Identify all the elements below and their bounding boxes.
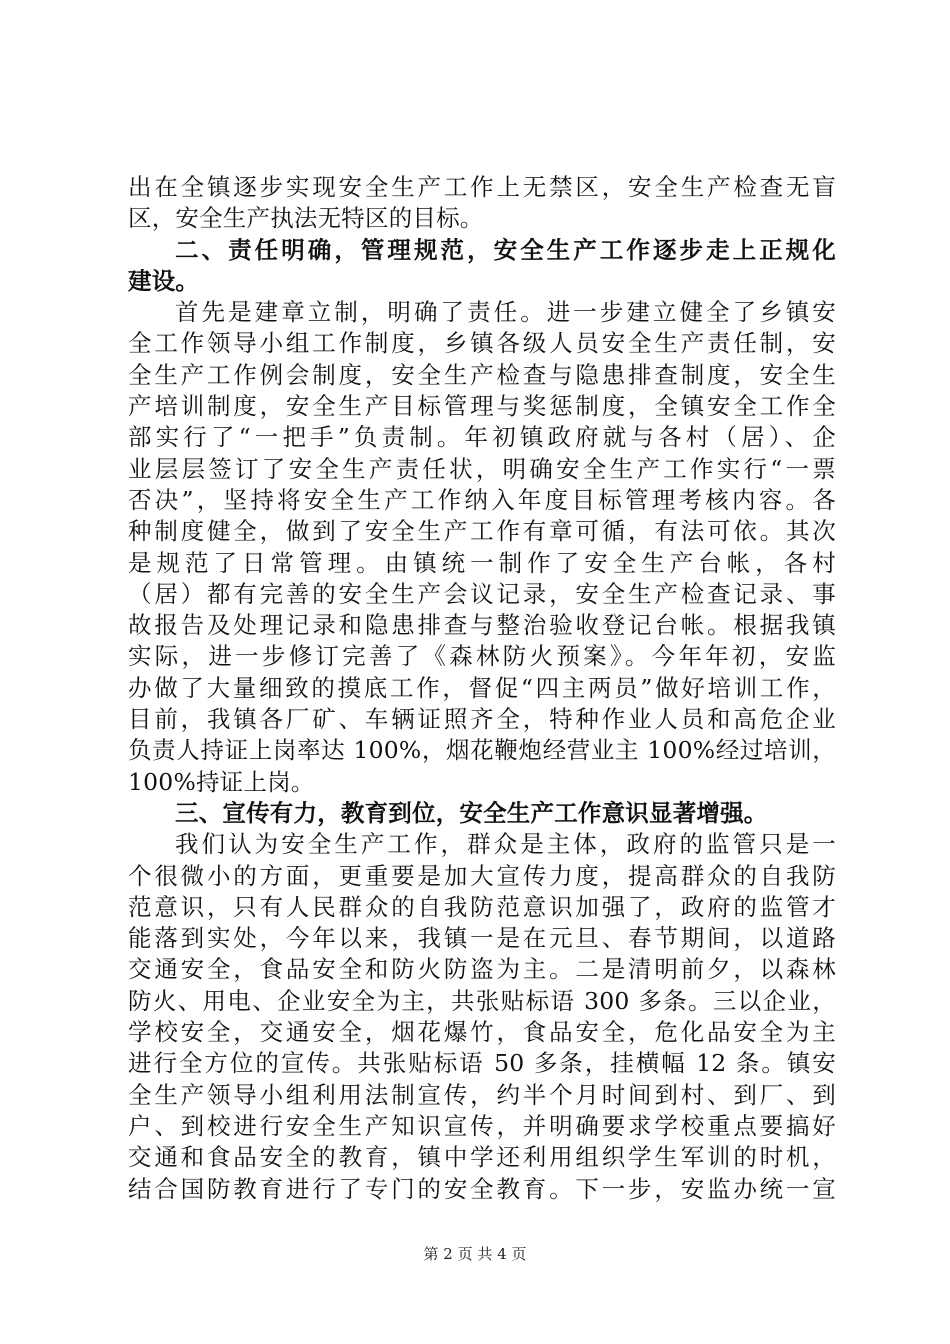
document-body [128, 172, 836, 1205]
paragraph-line: 办做了大量细致的摸底工作，督促“四主两员”做好培训工作， [128, 673, 836, 702]
paragraph-line: 首先是建章立制，明确了责任。进一步建立健全了乡镇安 [175, 298, 836, 327]
section-heading-line: 三、宣传有力，教育到位，安全生产工作意识显著增强。 [175, 798, 768, 827]
paragraph-line: 产培训制度，安全生产目标管理与奖惩制度，全镇安全工作全 [128, 392, 836, 421]
paragraph-line: 学校安全，交通安全，烟花爆竹，食品安全，危化品安全为主 [128, 1018, 836, 1047]
paragraph-line: 交通安全，食品安全和防火防盗为主。二是清明前夕，以森林 [128, 955, 836, 984]
paragraph-line: 户、到校进行安全生产知识宣传，并明确要求学校重点要搞好 [128, 1111, 836, 1140]
section-heading-line: 建设。 [128, 266, 200, 295]
paragraph-line: 种制度健全，做到了安全生产工作有章可循，有法可依。其次 [128, 517, 836, 546]
paragraph-line: 负责人持证上岗率达 100%，烟花鞭炮经营业主 100%经过培训， [128, 736, 836, 765]
paragraph-line: 实际，进一步修订完善了《森林防火预案》。今年年初，安监 [128, 642, 836, 671]
paragraph-line: 交通和食品安全的教育，镇中学还利用组织学生军训的时机， [128, 1143, 836, 1172]
section-heading-line: 二、责任明确，管理规范，安全生产工作逐步走上正规化 [175, 235, 836, 264]
paragraph-line: 否决”，坚持将安全生产工作纳入年度目标管理考核内容。各 [128, 485, 836, 514]
paragraph-line: 我们认为安全生产工作，群众是主体，政府的监管只是一 [175, 830, 836, 859]
paragraph-line: 范意识，只有人民群众的自我防范意识加强了，政府的监管才 [128, 892, 836, 921]
paragraph-line: 全生产工作例会制度，安全生产检查与隐患排查制度，安全生 [128, 360, 836, 389]
page-footer: 第 2 页 共 4 页 [423, 1245, 527, 1263]
paragraph-line: 全工作领导小组工作制度，乡镇各级人员安全生产责任制，安 [128, 329, 836, 358]
paragraph-line: 部实行了“一把手”负责制。年初镇政府就与各村（居）、企 [128, 423, 836, 452]
paragraph-line: 区，安全生产执法无特区的目标。 [128, 204, 484, 233]
paragraph-line: 结合国防教育进行了专门的安全教育。下一步，安监办统一宣 [128, 1174, 836, 1203]
paragraph-line: 100%持证上岗。 [128, 767, 315, 796]
paragraph-line: 目前，我镇各厂矿、车辆证照齐全，特种作业人员和高危企业 [128, 705, 836, 734]
paragraph-line: 进行全方位的宣传。共张贴标语 50 多条，挂横幅 12 条。镇安 [128, 1049, 836, 1078]
paragraph-line: 防火、用电、企业安全为主，共张贴标语 300 多条。三以企业， [128, 986, 836, 1015]
paragraph-line: 故报告及处理记录和隐患排查与整治验收登记台帐。根据我镇 [128, 611, 836, 640]
paragraph-line: 能落到实处，今年以来，我镇一是在元旦、春节期间，以道路 [128, 924, 836, 953]
paragraph-line: 个很微小的方面，更重要是加大宣传力度，提高群众的自我防 [128, 861, 836, 890]
paragraph-line: （居）都有完善的安全生产会议记录，安全生产检查记录、事 [128, 579, 836, 608]
paragraph-line: 出在全镇逐步实现安全生产工作上无禁区，安全生产检查无盲 [128, 173, 836, 201]
paragraph-line: 业层层签订了安全生产责任状，明确安全生产工作实行“一票 [128, 454, 836, 483]
paragraph-line: 全生产领导小组利用法制宣传，约半个月时间到村、到厂、到 [128, 1080, 836, 1109]
paragraph-line: 是规范了日常管理。由镇统一制作了安全生产台帐，各村 [128, 548, 836, 577]
